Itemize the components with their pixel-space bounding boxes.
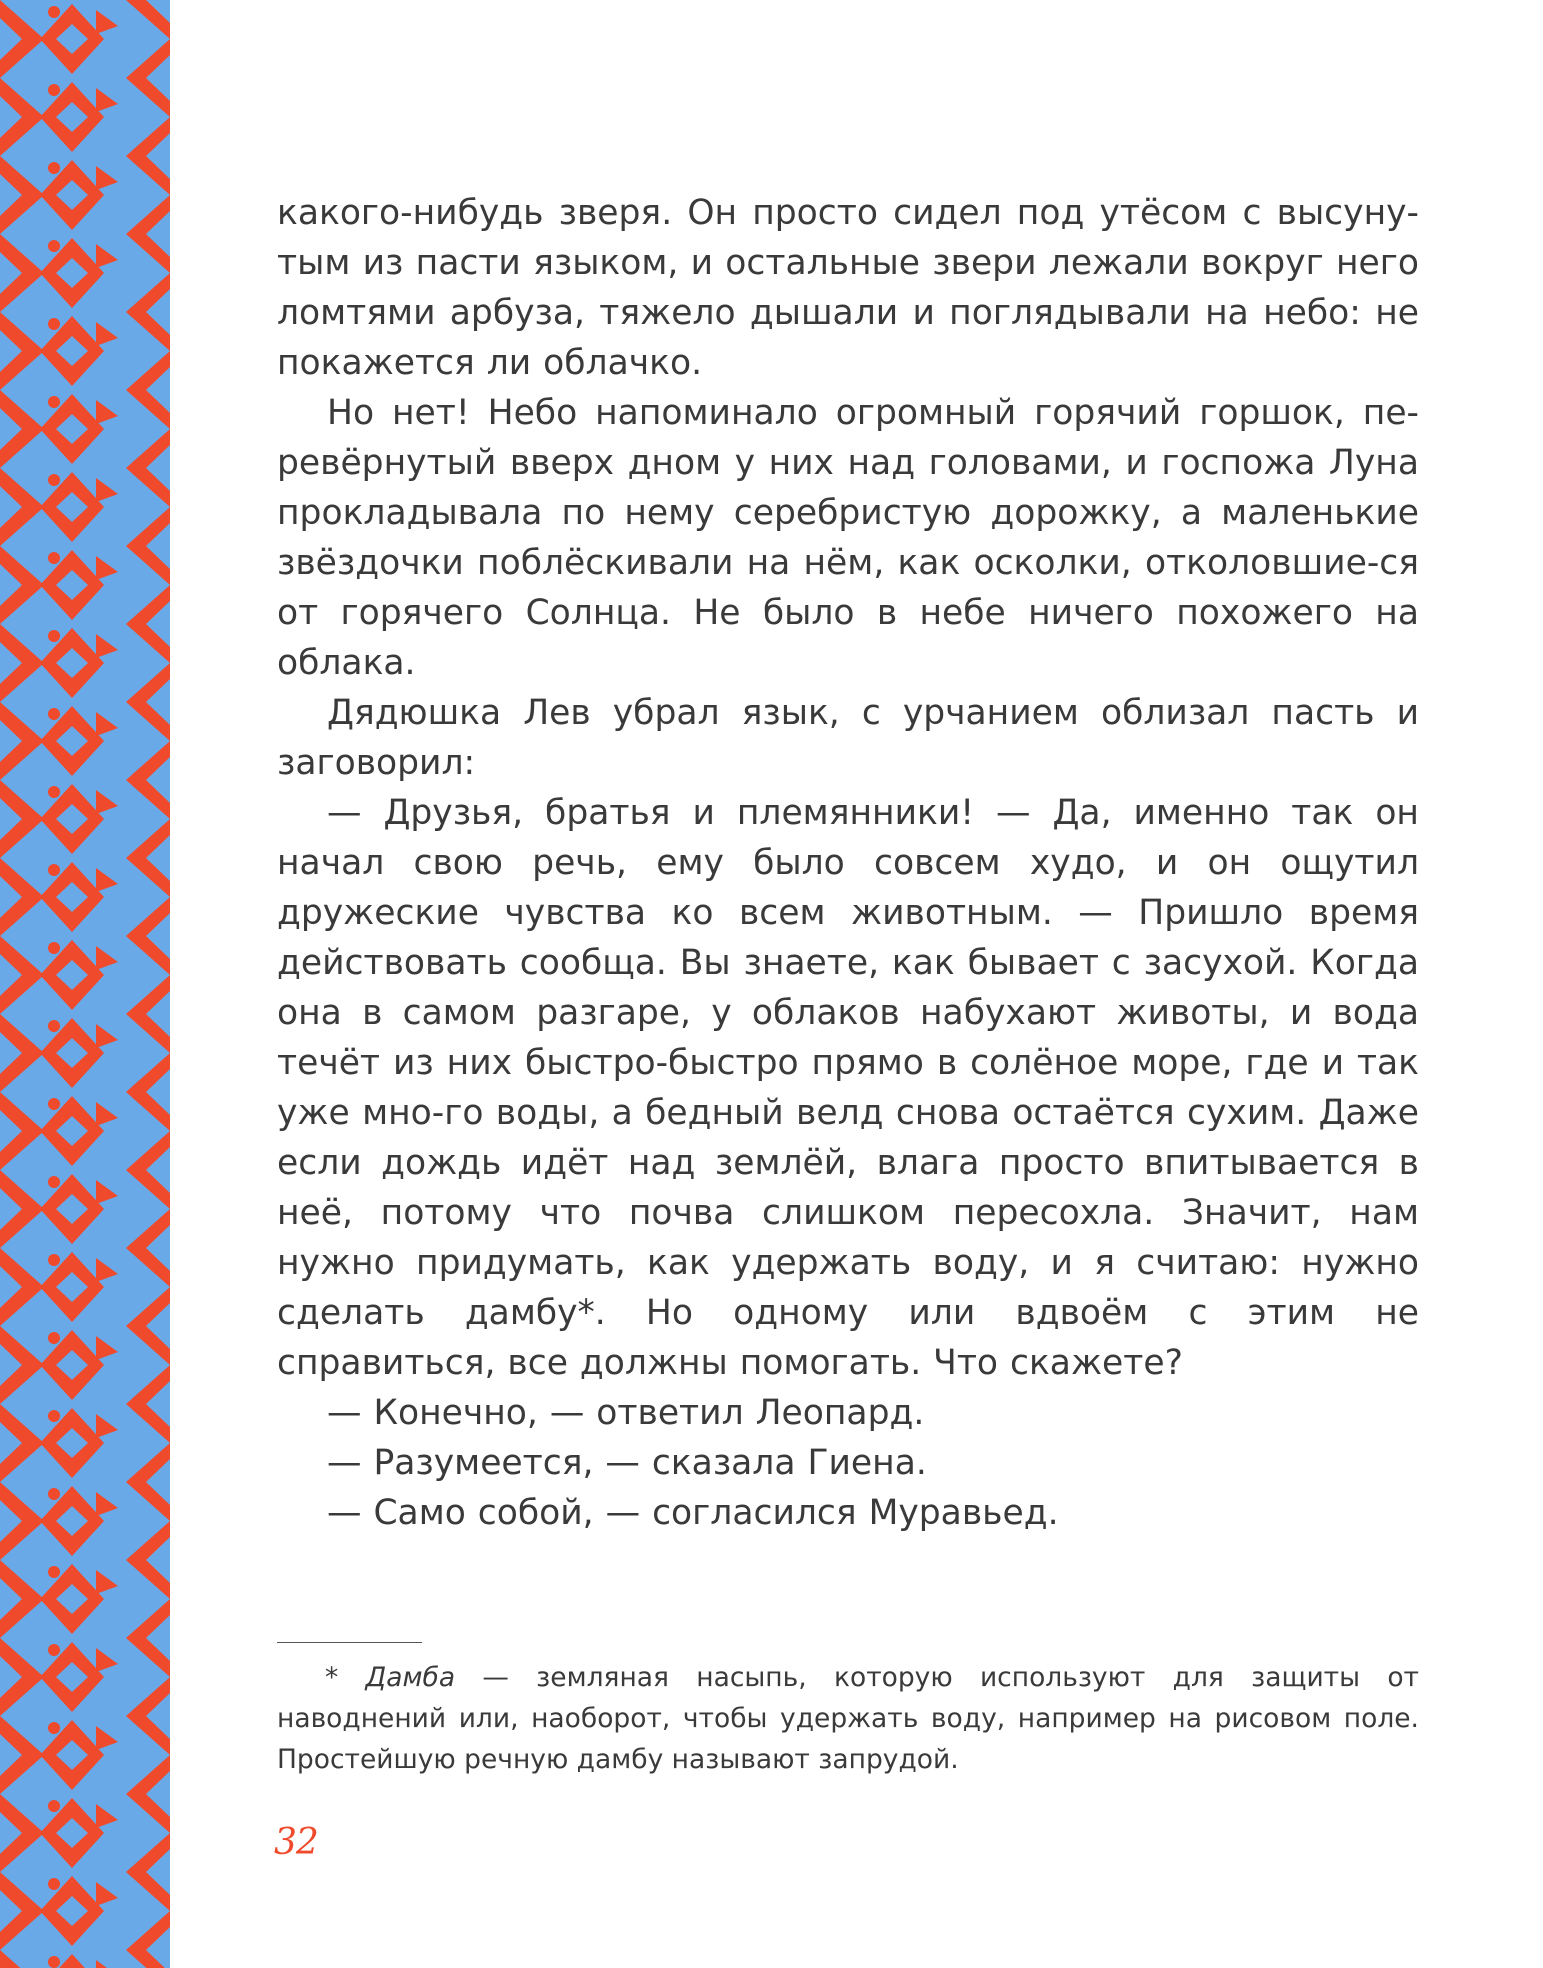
- footnote-text: — земляная насыпь, которую используют для защиты от наводнений или, наоборот, чтобы удержать воду, например на рисовом поле. Простейшую речную дамбу называют запрудой.: [277, 1662, 1419, 1775]
- paragraph: — Само собой, — согласился Муравьед.: [327, 1493, 1059, 1533]
- footnote-term: * Дамба: [325, 1662, 456, 1693]
- footnote-paragraph: [277, 1657, 1419, 1780]
- decorative-border-ornament: [0, 0, 170, 1968]
- paragraph: — Друзья, братья и племянники! — Да, именно так он начал свою речь, ему было совсем худо, и он ощутил дружеские чувства ко всем животным. — Пришло время действовать сообща. Вы знаете, как бывает с засухой. Когда она в самом разгаре, у облаков набухают животы, и вода течёт из них быстро-быстро прямо в солёное море, где и так уже мно-го воды, а бедный велд снова остаётся сухим. Даже если дождь идёт над землёй, влага просто впитывается в неё, потому что почва слишком пересохла. Значит, нам нужно придумать, как удержать воду, и я считаю: нужно сделать дамбу*. Но одному или вдвоём с этим не справиться, все должны помогать. Что скажете?: [277, 793, 1419, 1383]
- paragraph: какого-нибудь зверя. Он просто сидел под утёсом с высуну-тым из пасти языком, и остальные звери лежали вокруг него ломтями арбуза, тяжело дышали и поглядывали на небо: не покажется ли облачко.: [277, 193, 1419, 383]
- page-number: 32: [274, 1822, 318, 1863]
- paragraph: — Конечно, — ответил Леопард.: [327, 1393, 925, 1433]
- footnote: [277, 1657, 1419, 1780]
- paragraph: — Разумеется, — сказала Гиена.: [327, 1443, 927, 1483]
- main-text: [277, 188, 1419, 1538]
- paragraph: Но нет! Небо напоминало огромный горячий горшок, пе-ревёрнутый вверх дном у них над головами, и госпожа Луна прокладывала по нему серебристую дорожку, а маленькие звёздочки поблёскивали на нём, как осколки, отколовшие-ся от горячего Солнца. Не было в небе ничего похожего на облака.: [277, 393, 1419, 683]
- decorative-border: [0, 0, 170, 1968]
- paragraph: Дядюшка Лев убрал язык, с урчанием облизал пасть и заговорил:: [277, 693, 1419, 783]
- footnote-divider: [277, 1642, 422, 1643]
